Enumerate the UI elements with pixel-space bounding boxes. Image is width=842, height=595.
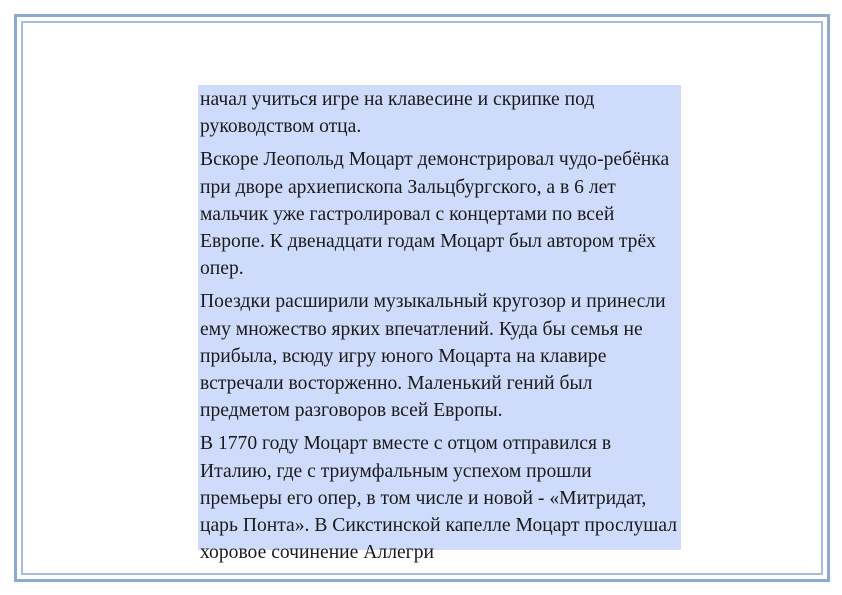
paragraph-3: Поездки расширили музыкальный кругозор и принесли ему множество ярких впечатлений. Куда бы семья не прибыла, всюду игру юного Моцарта на клавире встречали восторженно. Маленький гений был предметом разговоров всей Европы.	[200, 291, 666, 422]
text-block	[198, 85, 681, 564]
paragraph-2: Вскоре Леопольд Моцарт демонстрировал чудо-ребёнка при дворе архиепископа Зальцбургского, а в 6 лет мальчик уже гастролировал с концертами по всей Европе. К двенадцати годам Моцарт был автором трёх опер.	[200, 149, 670, 280]
paragraph-1: начал учиться игре на клавесине и скрипке под руководством отца.	[200, 89, 595, 138]
paragraph-4: В 1770 году Моцарт вместе с отцом отправился в Италию, где с триумфальным успехом прошли премьеры его опер, в том числе и новой - «Митридат, царь Понта». В Сикстинской капелле Моцарт прослушал хоровое сочинение Аллегри	[200, 433, 678, 564]
